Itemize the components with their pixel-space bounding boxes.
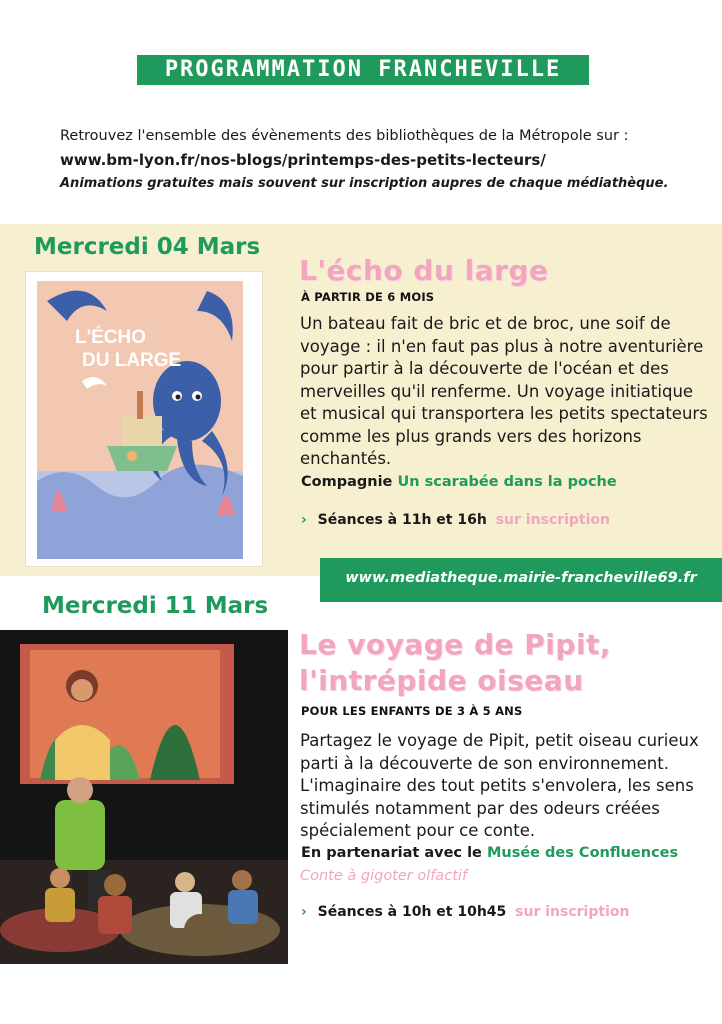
intro-text: Retrouvez l'ensemble des évènements des bibliothèques de la Métropole sur : [60,128,629,144]
event2-seance-time: Séances à 10h et 10h45 [317,904,507,920]
event2-description: Partagez le voyage de Pipit, petit oiseau curieux parti à la découverte de son environnement. L'imaginaire des tout petits s'envolera, les sens stimulés notamment par des odeurs créées spécialement pour ce conte. [300,731,699,840]
page-title: PROGRAMMATION FRANCHEVILLE [164,57,562,82]
event1-inscription-link[interactable]: sur inscription [495,512,610,528]
website-link[interactable]: www.mediatheque.mairie-francheville69.fr [345,570,697,586]
event2-inscription-link[interactable]: sur inscription [515,904,630,920]
event2-seance [301,904,629,920]
event2-title-line1: Le voyage de Pipit, [299,628,612,661]
storytelling-photo [0,630,288,964]
event2-age: POUR LES ENFANTS DE 3 À 5 ANS [301,704,523,718]
book-cover-image [37,281,243,559]
event2-partner [301,845,678,861]
event1-company-prefix: Compagnie [301,474,393,490]
header-banner [137,55,589,85]
event2-partner-name: Musée des Confluences [486,845,679,861]
event2-subtitle: Conte à gigoter olfactif [300,868,468,884]
event1-seance-time: Séances à 11h et 16h [317,512,487,528]
chevron-right-icon: › [301,512,307,528]
event1-description: Un bateau fait de bric et de broc, une soif de voyage : il n'en faut pas plus à notre aventurière pour partir à la découverte de l'océan et des merveilles qu'il renferme. Un voyage initiatique et musical qui transportera les petits spectateurs comme les plus grands vers des horizons enchantés. [300,314,708,468]
event2-title-line2: l'intrépide oiseau [299,664,584,697]
event2-partner-prefix: En partenariat avec le [301,845,482,861]
website-banner [320,558,722,602]
event1-company-name: Un scarabée dans la poche [397,474,617,490]
intro-note: Animations gratuites mais souvent sur inscription aupres de chaque médiathèque. [60,176,669,191]
cover-title-line2: DU LARGE [82,350,182,371]
event1-day: Mercredi 04 Mars [34,234,261,260]
intro-block [60,124,700,196]
event1-age: À PARTIR DE 6 MOIS [301,290,435,304]
event1-company [301,474,617,490]
event1-title: L'écho du large [299,254,549,287]
event1-seance [301,512,610,528]
cover-title-line1: L'ÉCHO [75,327,147,348]
chevron-right-icon: › [301,904,307,920]
event2-day: Mercredi 11 Mars [42,593,269,619]
intro-url-link[interactable]: www.bm-lyon.fr/nos-blogs/printemps-des-petits-lecteurs/ [60,151,546,169]
